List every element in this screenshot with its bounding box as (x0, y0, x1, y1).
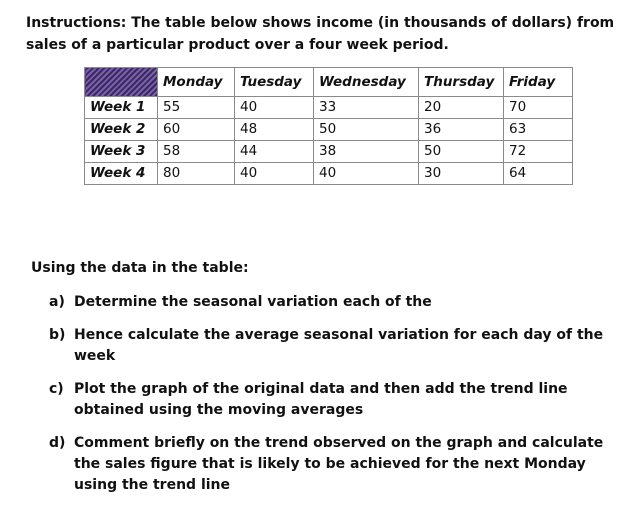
table-cell: 40 (235, 97, 314, 119)
table-cell: 30 (419, 163, 504, 185)
column-header-wednesday: Wednesday (314, 68, 419, 97)
row-header-week-4: Week 4 (85, 163, 158, 185)
table-cell: 40 (314, 163, 419, 185)
table-cell: 72 (504, 141, 573, 163)
table-cell: 58 (158, 141, 235, 163)
row-header-week-3: Week 3 (85, 141, 158, 163)
row-header-week-1: Week 1 (85, 97, 158, 119)
table-cell: 48 (235, 119, 314, 141)
table-cell: 38 (314, 141, 419, 163)
task-letter: a) (49, 294, 65, 310)
table-cell: 40 (235, 163, 314, 185)
row-header-week-2: Week 2 (85, 119, 158, 141)
column-header-monday: Monday (158, 68, 235, 97)
table-cell: 55 (158, 97, 235, 119)
task-letter: b) (49, 327, 66, 343)
table-row (85, 119, 573, 141)
table-header-row (85, 68, 573, 97)
list-item (49, 433, 624, 496)
table-cell: 60 (158, 119, 235, 141)
column-header-tuesday: Tuesday (235, 68, 314, 97)
task-letter: d) (49, 435, 66, 451)
table-cell: 50 (419, 141, 504, 163)
task-heading: Using the data in the table: (31, 260, 249, 276)
table-cell: 70 (504, 97, 573, 119)
list-item (49, 325, 624, 367)
table-cell: 33 (314, 97, 419, 119)
task-text: Hence calculate the average seasonal variation for each day of the week (74, 327, 604, 364)
table-row (85, 97, 573, 119)
instructions-text: Instructions: The table below shows income (in thousands of dollars) from sales of a particular product over a four week period. (26, 15, 615, 53)
table-cell: 44 (235, 141, 314, 163)
task-text: Comment briefly on the trend observed on the graph and calculate the sales figure that is likely to be achieved for the next Monday using the trend line (74, 435, 604, 493)
table-cell: 36 (419, 119, 504, 141)
income-table (84, 67, 573, 185)
table-corner-cell (85, 68, 158, 97)
table-cell: 64 (504, 163, 573, 185)
task-list (49, 292, 624, 508)
list-item (49, 292, 624, 313)
table-cell: 80 (158, 163, 235, 185)
task-letter: c) (49, 381, 64, 397)
table-cell: 50 (314, 119, 419, 141)
task-text: Determine the seasonal variation each of the (74, 294, 432, 310)
table-cell: 63 (504, 119, 573, 141)
column-header-friday: Friday (504, 68, 573, 97)
table-cell: 20 (419, 97, 504, 119)
list-item (49, 379, 624, 421)
table-row (85, 141, 573, 163)
table-row (85, 163, 573, 185)
task-text: Plot the graph of the original data and then add the trend line obtained using the moving averages (74, 381, 568, 418)
column-header-thursday: Thursday (419, 68, 504, 97)
